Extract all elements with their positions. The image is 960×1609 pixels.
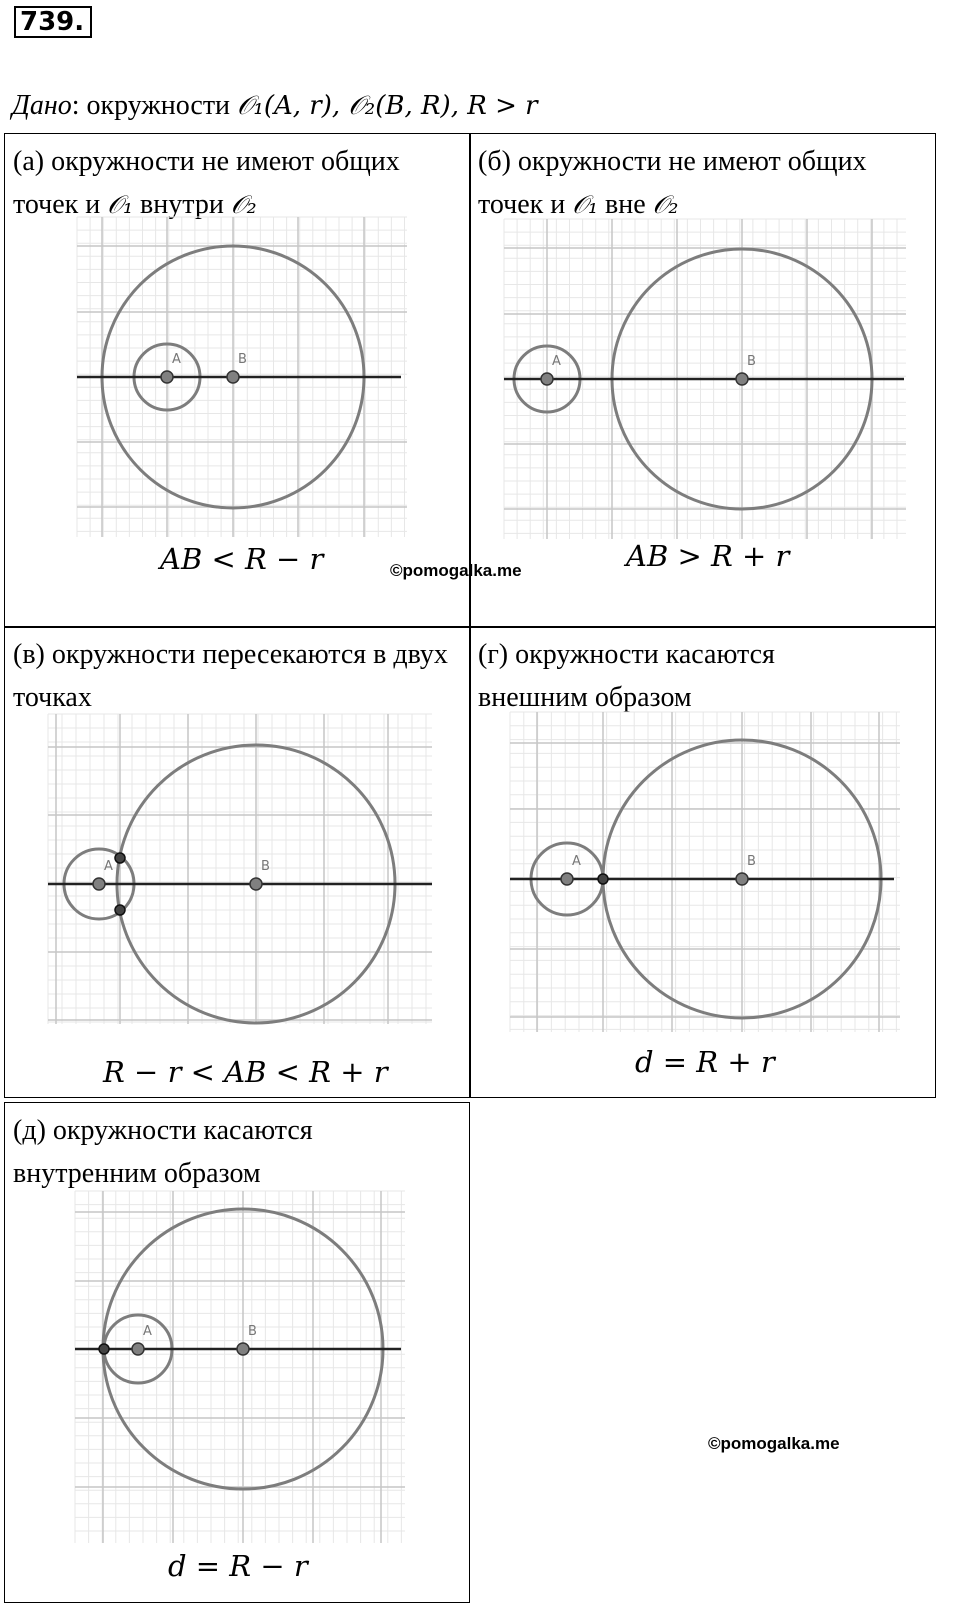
case-d-title-text: (д) окружности касаются внутренним образом <box>13 1115 313 1189</box>
label-b: B <box>747 854 756 869</box>
case-g-cell <box>469 626 936 1098</box>
problem-number: 739. <box>14 6 92 38</box>
case-d-title <box>13 1109 393 1195</box>
case-b-title-middle: вне <box>605 189 646 220</box>
center-point-b <box>237 1343 249 1355</box>
center-point-a <box>161 371 173 383</box>
label-b: B <box>261 859 270 874</box>
label-a: A <box>104 859 113 874</box>
case-v-title <box>13 633 453 719</box>
center-point-a <box>93 878 105 890</box>
label-a: A <box>552 354 561 369</box>
given-statement <box>12 90 538 122</box>
given-text: : окружности <box>71 90 238 121</box>
case-d-formula: d = R − r <box>168 1549 308 1583</box>
case-a-title-middle: внутри <box>140 189 224 220</box>
label-a: A <box>572 854 581 869</box>
case-v-figure <box>48 714 432 1024</box>
center-point-a <box>541 373 553 385</box>
common-point <box>99 1344 109 1354</box>
case-d-figure <box>75 1191 405 1543</box>
common-point <box>598 874 608 884</box>
case-d-cell <box>4 1102 470 1603</box>
case-g-title <box>478 633 858 719</box>
case-b-cell <box>469 133 936 628</box>
case-b-figure <box>504 219 906 539</box>
common-point <box>115 905 125 915</box>
watermark-2: ©pomogalka.me <box>708 1434 840 1453</box>
given-label: Дано <box>12 90 72 121</box>
case-a-o1: 𝒪₁ <box>107 190 134 219</box>
case-b-title <box>478 140 933 226</box>
watermark-1: ©pomogalka.me <box>390 561 522 580</box>
case-a-title-text: (а) окружности не имеют общих точек и <box>13 146 400 220</box>
case-g-figure <box>510 712 900 1032</box>
common-point <box>115 853 125 863</box>
given-formula: 𝒪₁(A, r), 𝒪₂(B, R), R > r <box>237 91 538 121</box>
label-b: B <box>238 352 247 367</box>
case-g-formula: d = R + r <box>635 1045 775 1079</box>
case-a-figure <box>77 217 407 537</box>
case-v-title-text: (в) окружности пересекаются в двух точках <box>13 639 448 713</box>
case-g-title-text: (г) окружности касаются внешним образом <box>478 639 775 713</box>
case-v-formula: R − r < AB < R + r <box>103 1055 388 1089</box>
label-b: B <box>248 1324 257 1339</box>
center-point-b <box>736 873 748 885</box>
label-b: B <box>747 354 756 369</box>
case-v-cell <box>4 626 471 1098</box>
case-a-cell <box>4 133 471 628</box>
center-point-b <box>250 878 262 890</box>
center-point-a <box>561 873 573 885</box>
case-b-title-text: (б) окружности не имеют общих точек и <box>478 146 867 220</box>
center-point-b <box>736 373 748 385</box>
center-point-a <box>132 1343 144 1355</box>
center-point-b <box>227 371 239 383</box>
case-b-formula: AB > R + r <box>626 539 790 573</box>
case-a-o2: 𝒪₂ <box>230 190 257 219</box>
case-a-formula: AB < R − r <box>160 542 324 576</box>
case-b-o1: 𝒪₁ <box>572 190 599 219</box>
case-b-o2: 𝒪₂ <box>652 190 679 219</box>
grid <box>510 712 900 1032</box>
case-a-title <box>13 140 468 226</box>
label-a: A <box>143 1324 152 1339</box>
label-a: A <box>172 352 181 367</box>
